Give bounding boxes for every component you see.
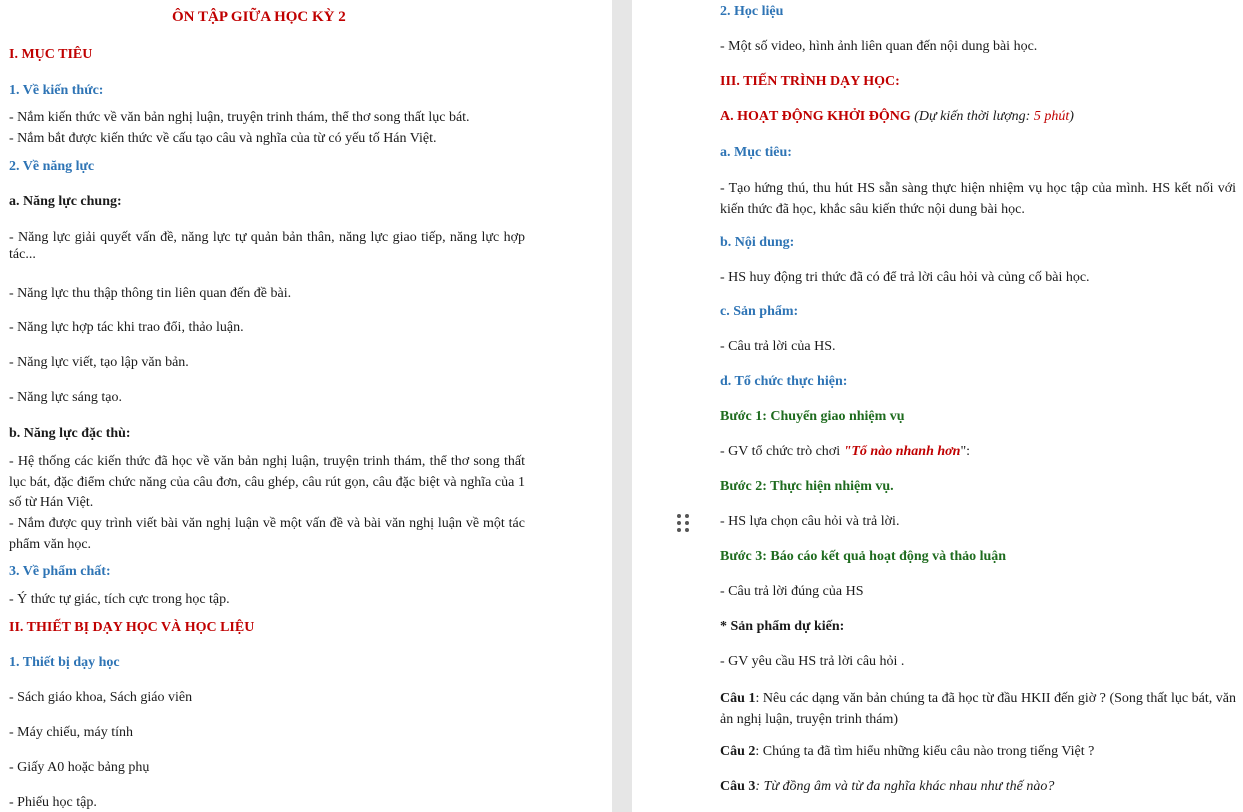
expected-product-heading: * Sản phẩm dự kiến:	[720, 619, 845, 634]
heading-hoat-dong-khoi-dong	[720, 108, 1074, 125]
paragraph: - Tạo hứng thú, thu hút HS sẵn sàng thực hiện nhiệm vụ học tập của mình. HS kết nối với kiến thức đã học, khắc sâu kiến thức nội dung bài học.	[720, 181, 1236, 217]
activity-note-end: )	[1069, 109, 1074, 124]
paragraph: - GV tổ chức trò chơi	[720, 444, 844, 459]
paragraph: - HS lựa chọn câu hỏi và trả lời.	[720, 514, 900, 529]
question-3	[720, 778, 1054, 795]
paragraph: - Máy chiếu, máy tính	[9, 725, 134, 740]
activity-minutes: 5 phút	[1033, 109, 1070, 124]
paragraph: - Năng lực hợp tác khi trao đổi, thảo luận.	[9, 320, 244, 335]
heading-thiet-bi-day-hoc: 1. Thiết bị dạy học	[9, 655, 120, 670]
subheading-nang-luc-dac-thu: b. Năng lực đặc thù:	[9, 426, 131, 441]
paragraph: - Câu trả lời của HS.	[720, 339, 836, 354]
heading-nang-luc: 2. Về năng lực	[9, 159, 95, 174]
question-label: Câu 1	[720, 691, 756, 706]
drag-handle-icon[interactable]	[677, 514, 691, 534]
step-2-heading: Bước 2: Thực hiện nhiệm vụ.	[720, 479, 894, 494]
label-noi-dung: b. Nội dung:	[720, 235, 795, 250]
paragraph: - Năng lực sáng tạo.	[9, 390, 122, 405]
activity-title: A. HOẠT ĐỘNG KHỞI ĐỘNG	[720, 109, 911, 124]
paragraph: - Nắm kiến thức về văn bản nghị luận, truyện trinh thám, thể thơ song thất lục bát.	[9, 110, 470, 125]
question-label: Câu 3	[720, 779, 756, 794]
game-name: "Tổ nào nhanh hơn	[843, 444, 961, 459]
paragraph: - Nắm được quy trình viết bài văn nghị luận về một vấn đề và bài văn nghị luận về một tác phẩm văn học.	[9, 516, 525, 552]
paragraph: - Năng lực viết, tạo lập văn bản.	[9, 355, 189, 370]
paragraph: - Năng lực giải quyết vấn đề, năng lực tự quản bản thân, năng lực giao tiếp, năng lực hợp tác...	[9, 230, 525, 262]
paragraph: - Giấy A0 hoặc bảng phụ	[9, 760, 150, 775]
heading-muc-tieu: I. MỤC TIÊU	[9, 47, 93, 62]
paragraph: - Nắm bắt được kiến thức về cấu tạo câu và nghĩa của từ có yếu tố Hán Việt.	[9, 131, 437, 146]
paragraph: - Một số video, hình ảnh liên quan đến nội dung bài học.	[720, 39, 1038, 54]
paragraph: - Sách giáo khoa, Sách giáo viên	[9, 690, 193, 705]
paragraph: - Phiếu học tập.	[9, 795, 97, 810]
paragraph: - HS huy động tri thức đã có để trả lời câu hỏi và củng cố bài học.	[720, 270, 1090, 285]
doc-title: ÔN TẬP GIỮA HỌC KỲ 2	[172, 9, 346, 25]
document-page-right	[632, 0, 1243, 812]
document-page-left	[0, 0, 612, 812]
step-3-heading: Bước 3: Báo cáo kết quả hoạt động và thảo luận	[720, 549, 1007, 564]
question-text: : Từ đồng âm và từ đa nghĩa khác nhau như thế nào?	[755, 779, 1055, 794]
label-to-chuc: d. Tổ chức thực hiện:	[720, 374, 848, 389]
paragraph: - Năng lực thu thập thông tin liên quan đến đề bài.	[9, 286, 292, 301]
paragraph: - Câu trả lời đúng của HS	[720, 584, 864, 599]
step-1-text	[720, 443, 970, 460]
heading-pham-chat: 3. Về phẩm chất:	[9, 564, 111, 579]
heading-kien-thuc: 1. Về kiến thức:	[9, 83, 104, 98]
label-san-pham: c. Sản phẩm:	[720, 304, 799, 319]
question-label: Câu 2	[720, 744, 756, 759]
question-2	[720, 743, 1094, 760]
heading-hoc-lieu: 2. Học liệu	[720, 4, 784, 19]
question-text: : Chúng ta đã tìm hiểu những kiểu câu nào trong tiếng Việt ?	[755, 744, 1095, 759]
question-text: : Nêu các dạng văn bản chúng ta đã học từ đầu HKII đến giờ ? (Song thất lục bát, văn ản nghị luận, truyện trinh thám)	[720, 691, 1236, 727]
heading-tien-trinh: III. TIẾN TRÌNH DẠY HỌC:	[720, 74, 900, 89]
step-1-heading: Bước 1: Chuyển giao nhiệm vụ	[720, 409, 905, 424]
activity-note: (Dự kiến thời lượng:	[910, 109, 1034, 124]
paragraph: - Ý thức tự giác, tích cực trong học tập.	[9, 592, 230, 607]
paragraph: ":	[960, 444, 971, 459]
paragraph: - Hệ thống các kiến thức đã học về văn bản nghị luận, truyện trinh thám, thể thơ song thất lục bát, đặc điểm chức năng của câu đơn, câu ghép, câu rút gọn, câu đặc biệt và nghĩa của 1 số từ Hán Việt.	[9, 454, 525, 510]
question-1	[720, 688, 1236, 730]
label-muc-tieu: a. Mục tiêu:	[720, 145, 792, 160]
paragraph: - GV yêu cầu HS trả lời câu hỏi .	[720, 654, 905, 669]
heading-thiet-bi: II. THIẾT BỊ DẠY HỌC VÀ HỌC LIỆU	[9, 620, 255, 635]
subheading-nang-luc-chung: a. Năng lực chung:	[9, 194, 122, 209]
